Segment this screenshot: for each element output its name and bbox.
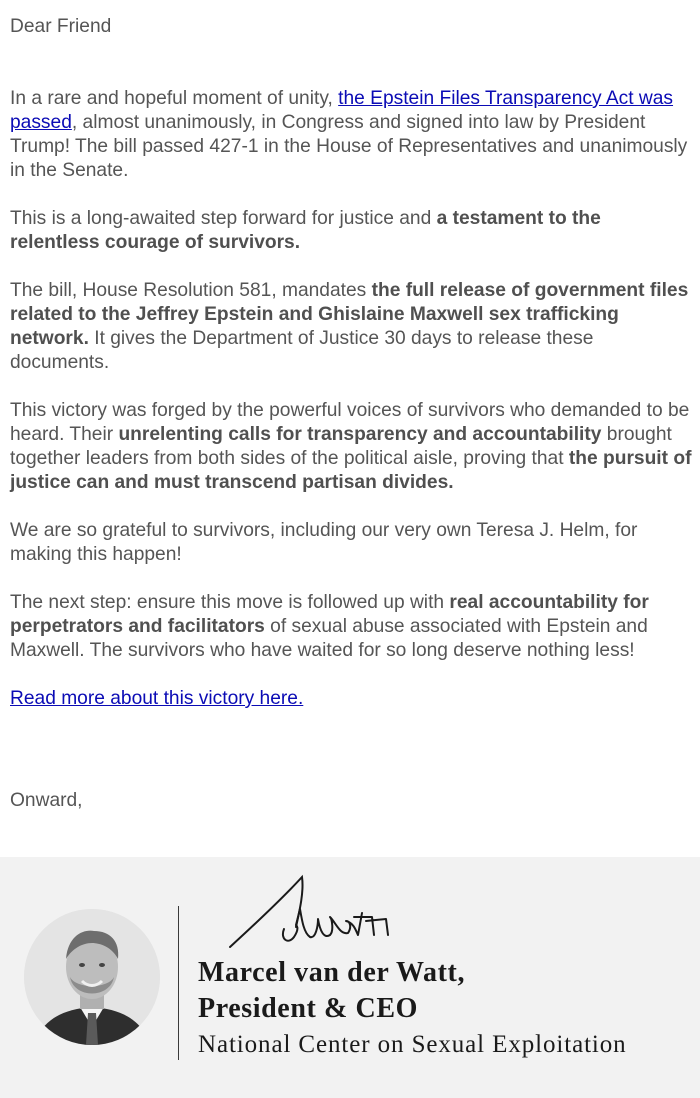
- paragraph-text: The bill, House Resolution 581, mandates: [10, 280, 372, 301]
- paragraph-text: brought together leaders from both sides of the political aisle, proving that: [10, 424, 672, 469]
- paragraph-text: , almost unanimously, in Congress and signed into law by President Trump! The bill passed 427-1 in the House of Representatives and unanimously in the Senate.: [10, 112, 688, 181]
- organization-name: National Center on Sexual Exploitation: [198, 1031, 627, 1058]
- signer-title: President & CEO: [198, 993, 419, 1024]
- paragraph-bill-details: [10, 279, 695, 375]
- paragraph-text: This victory was forged by the powerful voices of survivors who demanded to be heard. Their: [10, 400, 690, 445]
- read-more-link[interactable]: Read more about this victory here.: [10, 688, 304, 709]
- paragraph-text: It gives the Department of Justice 30 days to release these documents.: [10, 328, 594, 373]
- paragraph-testament: [10, 207, 695, 255]
- signature-block: [0, 857, 700, 1098]
- paragraph-act-passed: [10, 87, 695, 183]
- signature-text: [198, 955, 627, 1061]
- paragraph-text: This is a long-awaited step forward for justice and: [10, 208, 437, 229]
- handwritten-signature: [224, 869, 404, 957]
- greeting: Dear Friend: [10, 16, 112, 37]
- portrait-photo: [24, 909, 160, 1045]
- avatar: [24, 909, 160, 1045]
- paragraph-text: The next step: ensure this move is followed up with: [10, 592, 450, 613]
- paragraph-victory: [10, 399, 695, 495]
- paragraph-grateful: We are so grateful to survivors, including our very own Teresa J. Helm, for making this happen!: [10, 520, 638, 565]
- closing: Onward,: [10, 790, 83, 811]
- paragraph-bold-text: the pursuit of justice can and must transcend partisan divides.: [10, 448, 692, 493]
- paragraph-bold-text: a testament to the relentless courage of survivors.: [10, 208, 601, 253]
- signature-divider: [178, 906, 179, 1060]
- epstein-act-link[interactable]: the Epstein Files Transparency Act was passed: [10, 88, 674, 133]
- paragraph-text: of sexual abuse associated with Epstein and Maxwell. The survivors who have waited for so long deserve nothing less!: [10, 616, 648, 661]
- email-paragraphs: [10, 87, 695, 735]
- signer-name: Marcel van der Watt,: [198, 957, 466, 988]
- paragraph-bold-text: the full release of government files related to the Jeffrey Epstein and Ghislaine Maxwell sex trafficking network.: [10, 280, 689, 349]
- paragraph-bold-text: real accountability for perpetrators and facilitators: [10, 592, 649, 637]
- paragraph-text: In a rare and hopeful moment of unity,: [10, 88, 339, 109]
- paragraph-next-step: [10, 591, 695, 663]
- paragraph-bold-text: unrelenting calls for transparency and accountability: [118, 424, 602, 445]
- paragraph-read-more: [10, 687, 695, 711]
